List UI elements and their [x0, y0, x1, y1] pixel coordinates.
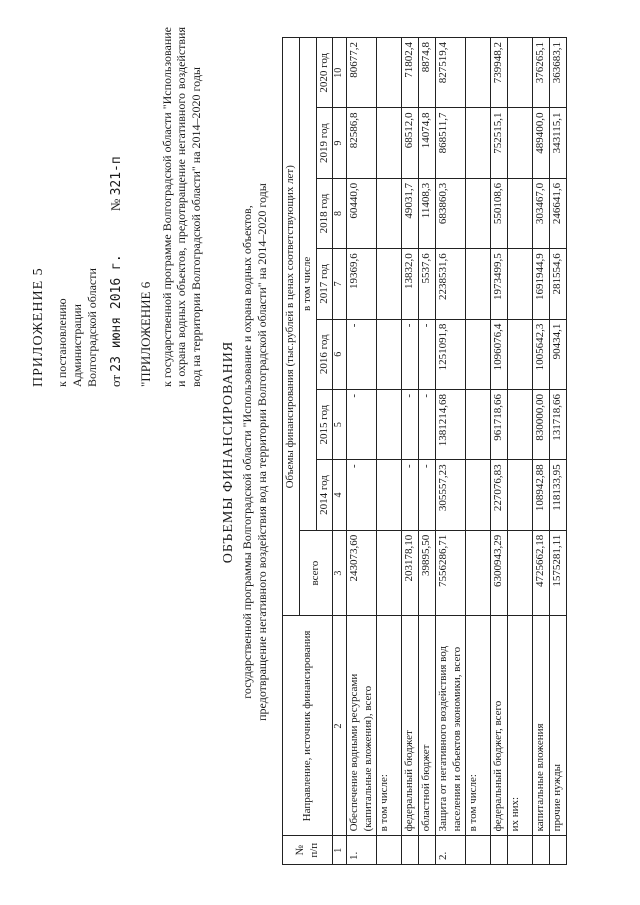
- cell-year-value: 227076,83: [491, 460, 508, 530]
- table-row: [377, 38, 402, 865]
- cell-year-value: [466, 319, 491, 389]
- financing-table: [282, 37, 567, 865]
- cell-total: [377, 530, 402, 616]
- cell-year-value: [508, 108, 533, 178]
- cell-total: 243073,60: [346, 530, 377, 616]
- cell-year-value: 60440,0: [346, 178, 377, 248]
- cell-year-value: 90434,1: [549, 319, 566, 389]
- cell-year-value: 2238531,6: [435, 249, 466, 319]
- table-row: [402, 38, 419, 865]
- header-year: 2018 год: [316, 178, 333, 248]
- cell-total: 4725662,18: [533, 530, 550, 616]
- cell-year-value: [377, 389, 402, 459]
- table-row: [491, 38, 508, 865]
- cell-year-value: -: [402, 389, 419, 459]
- header-total: всего: [299, 530, 333, 616]
- cell-year-value: [466, 178, 491, 248]
- cell-total: 39895,50: [419, 530, 436, 616]
- cell-year-value: -: [402, 460, 419, 530]
- row-label: Обеспечение водными ресурсами (капитальные вложения), всего: [346, 616, 377, 836]
- cell-year-value: -: [419, 319, 436, 389]
- row-number: [508, 836, 533, 865]
- appendix-line-1: к постановлению: [55, 298, 69, 387]
- row-number: [549, 836, 566, 865]
- table-row: [549, 38, 566, 865]
- cell-total: 1575281,11: [549, 530, 566, 616]
- header-year: 2014 год: [316, 460, 333, 530]
- cell-year-value: [508, 460, 533, 530]
- cell-year-value: [508, 38, 533, 108]
- column-number-row: [333, 38, 347, 865]
- column-number: 1: [333, 836, 347, 865]
- cell-year-value: 118133,95: [549, 460, 566, 530]
- column-number: 5: [333, 389, 347, 459]
- appendix6-text: к государственной программе Волгоградской области "Использование и охрана водных объектов, предотвращение негативного воздействия вод на территории Волгоградской области" на 2014–2020 годы: [160, 27, 203, 387]
- cell-year-value: 49031,7: [402, 178, 419, 248]
- row-label: областной бюджет: [419, 616, 436, 836]
- row-number: [491, 836, 508, 865]
- cell-year-value: [466, 460, 491, 530]
- row-label: в том числе:: [466, 616, 491, 836]
- cell-total: [466, 530, 491, 616]
- header-number: № п/п: [283, 836, 333, 865]
- document-subtitle-line-2: предотвращение негативного воздействия вод на территории Волгоградской области" на 2014–2020 годы: [255, 183, 269, 721]
- header-year: 2019 год: [316, 108, 333, 178]
- row-number: 1.: [346, 836, 377, 865]
- table-row: [466, 38, 491, 865]
- table-body: [346, 38, 566, 865]
- column-number: 6: [333, 319, 347, 389]
- header-year: 2016 год: [316, 319, 333, 389]
- document-subtitle: [240, 17, 270, 887]
- column-number: 7: [333, 249, 347, 319]
- header-year: 2017 год: [316, 249, 333, 319]
- cell-year-value: 19369,6: [346, 249, 377, 319]
- appendix-line-3: Волгоградской области: [85, 268, 99, 387]
- cell-year-value: [377, 460, 402, 530]
- row-number: [466, 836, 491, 865]
- column-number: 9: [333, 108, 347, 178]
- header-including: в том числе: [299, 38, 316, 531]
- column-number: 8: [333, 178, 347, 248]
- table-row: [346, 38, 377, 865]
- cell-year-value: 5537,6: [419, 249, 436, 319]
- cell-total: 7556286,71: [435, 530, 466, 616]
- cell-year-value: 71802,4: [402, 38, 419, 108]
- decree-date: 23 июня 2016 г.: [109, 254, 124, 372]
- cell-year-value: 752515,1: [491, 108, 508, 178]
- cell-year-value: 683860,3: [435, 178, 466, 248]
- cell-year-value: [508, 319, 533, 389]
- date-prefix: от: [108, 374, 123, 387]
- cell-year-value: 305557,23: [435, 460, 466, 530]
- row-label: прочие нужды: [549, 616, 566, 836]
- cell-year-value: 131718,66: [549, 389, 566, 459]
- cell-year-value: [377, 249, 402, 319]
- cell-year-value: 827519,4: [435, 38, 466, 108]
- cell-total: 6300943,29: [491, 530, 508, 616]
- cell-year-value: [508, 178, 533, 248]
- cell-year-value: [377, 38, 402, 108]
- row-number: 2.: [435, 836, 466, 865]
- row-label: капитальные вложения: [533, 616, 550, 836]
- cell-year-value: 489400,0: [533, 108, 550, 178]
- rotated-document-page: [20, 17, 620, 887]
- row-number: [419, 836, 436, 865]
- row-label: в том числе:: [377, 616, 402, 836]
- cell-year-value: 14074,8: [419, 108, 436, 178]
- table-row: [533, 38, 550, 865]
- cell-year-value: 303467,0: [533, 178, 550, 248]
- cell-year-value: [466, 389, 491, 459]
- cell-year-value: [377, 108, 402, 178]
- cell-year-value: 1096076,4: [491, 319, 508, 389]
- cell-year-value: -: [419, 460, 436, 530]
- cell-year-value: [508, 389, 533, 459]
- header-year: 2020 год: [316, 38, 333, 108]
- cell-year-value: -: [346, 319, 377, 389]
- cell-year-value: [466, 108, 491, 178]
- cell-year-value: 868511,7: [435, 108, 466, 178]
- row-number: [377, 836, 402, 865]
- row-label: федеральный бюджет, всего: [491, 616, 508, 836]
- appendix6-title: "ПРИЛОЖЕНИЕ 6: [138, 281, 153, 387]
- cell-year-value: 1005642,3: [533, 319, 550, 389]
- cell-year-value: [466, 249, 491, 319]
- appendix-line-2: Администрации: [70, 304, 84, 387]
- cell-year-value: -: [346, 460, 377, 530]
- document-subtitle-line-1: государственной программы Волгоградской области "Использование и охрана водных объектов,: [240, 205, 254, 699]
- number-prefix: №: [108, 198, 123, 212]
- row-label: их них:: [508, 616, 533, 836]
- cell-year-value: -: [402, 319, 419, 389]
- cell-year-value: 13832,0: [402, 249, 419, 319]
- column-number: 4: [333, 460, 347, 530]
- cell-year-value: 376265,1: [533, 38, 550, 108]
- column-number: 3: [333, 530, 347, 616]
- decree-date-line: [108, 27, 125, 387]
- cell-year-value: 80677,2: [346, 38, 377, 108]
- cell-year-value: -: [346, 389, 377, 459]
- row-label: Защита от негативного воздействия вод населения и объектов экономики, всего: [435, 616, 466, 836]
- column-number: 10: [333, 38, 347, 108]
- cell-year-value: 68512,0: [402, 108, 419, 178]
- cell-year-value: 1381214,68: [435, 389, 466, 459]
- cell-year-value: 1973499,5: [491, 249, 508, 319]
- cell-year-value: 343115,1: [549, 108, 566, 178]
- decree-number: 321-п: [109, 156, 124, 196]
- header-funding: Объемы финансирования (тыс.рублей в ценах соответствующих лет): [283, 38, 300, 616]
- table-row: [435, 38, 466, 865]
- appendix-title: ПРИЛОЖЕНИЕ 5: [31, 267, 46, 387]
- cell-year-value: 1691944,9: [533, 249, 550, 319]
- cell-year-value: 550108,6: [491, 178, 508, 248]
- header-direction: Направление, источник финансирования: [283, 616, 333, 836]
- cell-year-value: 281554,6: [549, 249, 566, 319]
- cell-year-value: [377, 319, 402, 389]
- cell-year-value: [508, 249, 533, 319]
- cell-year-value: -: [419, 389, 436, 459]
- cell-year-value: 82586,8: [346, 108, 377, 178]
- cell-year-value: 363683,1: [549, 38, 566, 108]
- header-year: 2015 год: [316, 389, 333, 459]
- document-title: ОБЪЕМЫ ФИНАНСИРОВАНИЯ: [221, 340, 236, 564]
- cell-total: [508, 530, 533, 616]
- cell-year-value: 830000,00: [533, 389, 550, 459]
- cell-year-value: 246641,6: [549, 178, 566, 248]
- cell-year-value: 739948,2: [491, 38, 508, 108]
- row-number: [533, 836, 550, 865]
- cell-year-value: 11408,3: [419, 178, 436, 248]
- cell-year-value: 1251091,8: [435, 319, 466, 389]
- row-label: федеральный бюджет: [402, 616, 419, 836]
- table-row: [419, 38, 436, 865]
- cell-total: 203178,10: [402, 530, 419, 616]
- cell-year-value: [377, 178, 402, 248]
- row-number: [402, 836, 419, 865]
- cell-year-value: [466, 38, 491, 108]
- table-row: [508, 38, 533, 865]
- cell-year-value: 8874,8: [419, 38, 436, 108]
- cell-year-value: 961718,66: [491, 389, 508, 459]
- column-number: 2: [333, 616, 347, 836]
- cell-year-value: 108942,88: [533, 460, 550, 530]
